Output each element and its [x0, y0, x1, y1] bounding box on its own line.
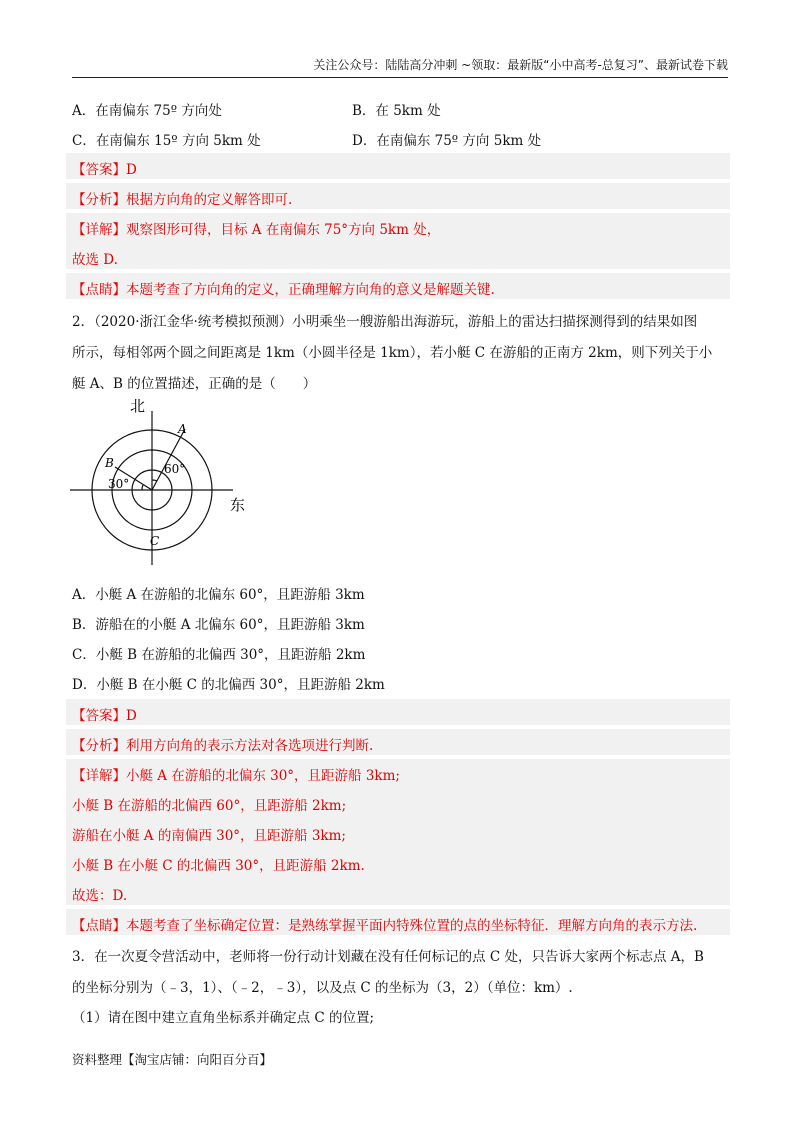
q2-detail: 【详解】小艇 A 在游船的北偏东 30°，且距游船 3km;	[72, 768, 400, 784]
north-label: 北	[130, 397, 146, 415]
q2-analysis: 【分析】利用方向角的表示方法对各选项进行判断.	[72, 738, 374, 754]
q2-stem-line-3: 艇 A、B 的位置描述，正确的是（ ）	[72, 376, 317, 392]
q2-comment: 【点睛】本题考查了坐标确定位置：是熟练掌握平面内特殊位置的点的坐标特征．理解方向角的表示方法.	[72, 918, 698, 934]
q2-option-c: C．小艇 B 在游船的北偏西 30°，且距游船 2km	[72, 647, 366, 663]
q1-detail-2: 故选 D.	[72, 252, 118, 268]
point-a-label: A	[178, 422, 187, 436]
q3-line-2: 的坐标分别为（﹣3，1）、（﹣2，﹣3），以及点 C 的坐标为（3，2）（单位：km）.	[72, 980, 573, 996]
q2-detail-line-1: 小艇 B 在游船的北偏西 60°，且距游船 2km;	[72, 798, 347, 814]
q1-answer-bg	[66, 153, 730, 179]
arc-30	[142, 485, 143, 490]
q1-analysis: 【分析】根据方向角的定义解答即可.	[72, 192, 293, 208]
q2-detail-line-3: 小艇 B 在小艇 C 的北偏西 30°，且距游船 2km.	[72, 858, 365, 874]
point-b-label: B	[105, 456, 114, 470]
q1-option-c: C．在南偏东 15º 方向 5km 处	[72, 133, 261, 149]
page-header: 关注公众号：陆陆高分冲刺 ~领取：最新版“小中高考-总复习”、最新试卷下载	[72, 56, 728, 78]
q2-stem-line-1: 2．（2020·浙江金华·统考模拟预测）小明乘坐一艘游船出海游玩，游船上的雷达扫描探测得到的结果如图	[72, 314, 698, 330]
q2-answer-bg	[66, 699, 730, 725]
q2-option-b: B．游船在的小艇 A 北偏东 60°，且距游船 3km	[72, 617, 365, 633]
q1-answer: 【答案】D	[72, 162, 137, 178]
point-c-label: C	[150, 534, 160, 548]
q3-line-3: （1）请在图中建立直角坐标系并确定点 C 的位置;	[72, 1010, 375, 1026]
q1-option-row-2	[72, 129, 542, 149]
q2-detail-line-2: 游船在小艇 A 的南偏西 30°，且距游船 3km;	[72, 828, 346, 844]
q2-option-d: D．小艇 B 在小艇 C 的北偏西 30°，且距游船 2km	[72, 677, 385, 693]
q3-line-1: 3．在一次夏令营活动中，老师将一份行动计划藏在没有任何标记的点 C 处，只告诉大家两个标志点 A，B	[72, 949, 704, 965]
q1-comment: 【点睛】本题考查了方向角的定义，正确理解方向角的意义是解题关键.	[72, 282, 495, 298]
q2-detail-line-4: 故选：D.	[72, 888, 128, 904]
arc-60	[152, 480, 157, 481]
east-label: 东	[230, 496, 246, 514]
q2-stem-line-2: 所示，每相邻两个圆之间距离是 1km（小圆半径是 1km），若小艇 C 在游船的正南方 2km，则下列关于小	[72, 345, 713, 361]
q1-detail: 【详解】观察图形可得，目标 A 在南偏东 75°方向 5km 处，	[72, 222, 441, 238]
q1-option-row-1	[72, 99, 441, 119]
q1-option-d: D．在南偏东 75º 方向 5km 处	[352, 133, 542, 149]
q2-answer: 【答案】D	[72, 708, 137, 724]
radar-diagram	[70, 395, 250, 570]
q2-option-a: A．小艇 A 在游船的北偏东 60°，且距游船 3km	[72, 587, 365, 603]
q1-option-b: B．在 5km 处	[352, 103, 441, 119]
q1-option-a: A．在南偏东 75º 方向处	[72, 103, 222, 119]
angle-30-label: 30°	[108, 477, 130, 491]
page-footer: 资料整理【淘宝店铺：向阳百分百】	[72, 1052, 273, 1067]
angle-60-label: 60°	[164, 462, 186, 476]
